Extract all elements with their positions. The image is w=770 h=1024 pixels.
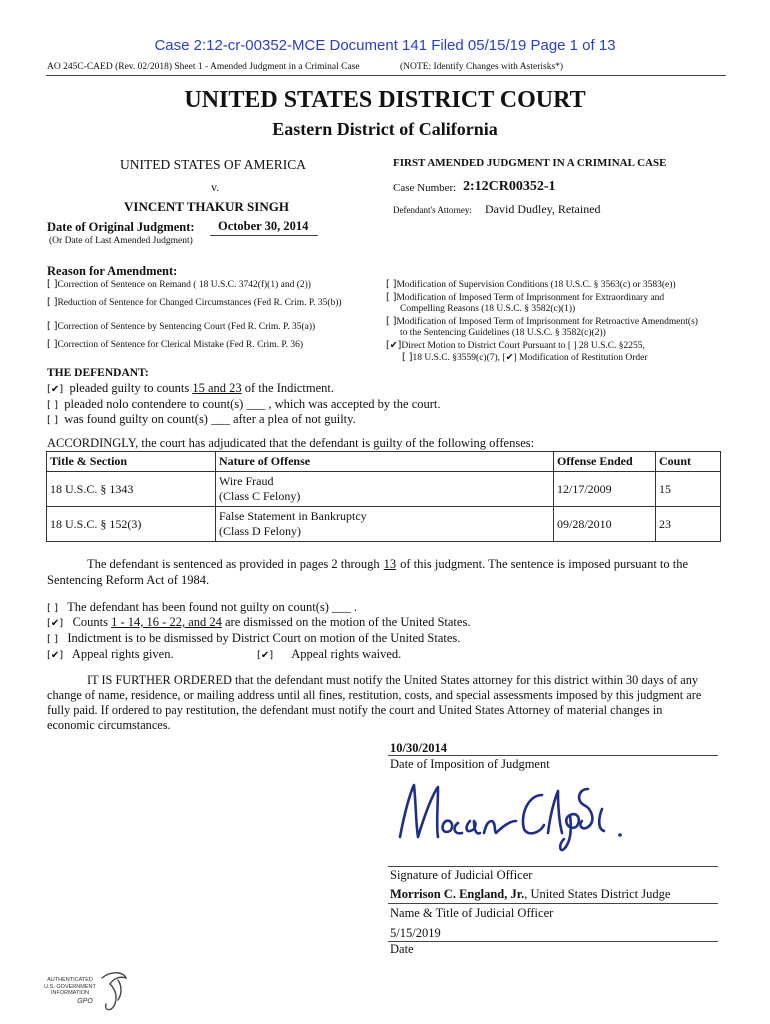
offense-ended: 12/17/2009	[554, 472, 656, 507]
order-line-3: fully paid. If ordered to pay restitution, the defendant must notify the court and United States Attorney of material changes in	[47, 703, 663, 717]
offense-count: 23	[656, 507, 721, 542]
offenses-intro: ACCORDINGLY, the court has adjudicated that the defendant is guilty of the following offenses:	[47, 436, 535, 450]
amendment-title: Reason for Amendment:	[47, 264, 178, 278]
table-header-row	[47, 452, 721, 472]
order-line-4: economic circumstances.	[47, 718, 171, 732]
col-title-section: Title & Section	[47, 452, 216, 472]
original-judgment-date: October 30, 2014	[218, 219, 309, 233]
signature-label: Signature of Judicial Officer	[390, 868, 533, 882]
attorney-name: David Dudley, Retained	[485, 202, 601, 216]
table-row	[47, 472, 721, 507]
officer-name-title: Morrison C. England, Jr., United States District Judge	[390, 887, 671, 901]
amendment-right-item: to the Sentencing Guidelines (18 U.S.C. § 3582(c)(2))	[400, 328, 606, 338]
amendment-right-item: [ ]Modification of Supervision Conditions (18 U.S.C. § 3563(c) or 3583(e))	[386, 279, 676, 290]
amendment-right-item: [ ]18 U.S.C. §3559(c)(7), [✔] Modification of Restitution Order	[402, 352, 648, 363]
amendment-right-item: Compelling Reasons (18 U.S.C. § 3582(c)(1))	[400, 304, 576, 314]
amendment-right-item: [ ]Modification of Imposed Term of Imprisonment for Retroactive Amendment(s)	[386, 316, 698, 327]
name-title-label: Name & Title of Judicial Officer	[390, 906, 554, 920]
versus: v.	[211, 180, 220, 194]
offense-nature: Wire Fraud (Class C Felony)	[216, 472, 554, 507]
order-line-2: change of name, residence, or mailing address until all fines, restitution, costs, and special assessments imposed by this judgment are	[47, 688, 702, 702]
col-offense-ended: Offense Ended	[554, 452, 656, 472]
attorney-label: Defendant's Attorney:	[393, 205, 472, 215]
appeal-given-line: [✔] Appeal rights given.	[47, 647, 174, 661]
judge-signature	[392, 775, 642, 855]
court-district: Eastern District of California	[272, 119, 498, 139]
form-note: (NOTE: Identify Changes with Asterisks*)	[400, 62, 564, 72]
case-stamp: Case 2:12-cr-00352-MCE Document 141 Filed 05/15/19 Page 1 of 13	[154, 37, 616, 54]
offense-nature: False Statement in Bankruptcy (Class D Felony)	[216, 507, 554, 542]
defendant-title: THE DEFENDANT:	[47, 367, 149, 379]
col-nature: Nature of Offense	[216, 452, 554, 472]
order-line-1: IT IS FURTHER ORDERED that the defendant must notify the United States attorney for this district within 30 days of any	[87, 673, 699, 687]
offense-title: 18 U.S.C. § 1343	[47, 472, 216, 507]
officer-rule	[388, 903, 718, 904]
imposition-label: Date of Imposition of Judgment	[390, 757, 550, 771]
signature-rule	[388, 866, 718, 867]
judgment-title: FIRST AMENDED JUDGMENT IN A CRIMINAL CASE	[393, 157, 667, 169]
amendment-left-item: [ ]Reduction of Sentence for Changed Circumstances (Fed R. Crim. P. 35(b))	[47, 297, 342, 308]
offense-count: 15	[656, 472, 721, 507]
defendant-name: VINCENT THAKUR SINGH	[124, 199, 289, 214]
amendment-right-item: [✔]Direct Motion to District Court Pursuant to [ ] 28 U.S.C. §2255,	[386, 340, 645, 351]
offenses-table	[46, 451, 721, 542]
amendment-right-item: [ ]Modification of Imposed Term of Imprisonment for Extraordinary and	[386, 292, 665, 303]
header-rule	[46, 75, 726, 76]
plea-guilty-line: [✔] pleaded guilty to counts 15 and 23 of the Indictment.	[47, 381, 334, 395]
gpo-eagle-icon	[96, 968, 130, 1014]
sentence-line-2: Sentencing Reform Act of 1984.	[47, 573, 210, 587]
amendment-left-item: [ ]Correction of Sentence by Sentencing Court (Fed R. Crim. P. 35(a))	[47, 321, 316, 332]
offense-title: 18 U.S.C. § 152(3)	[47, 507, 216, 542]
date-label: Date	[390, 942, 414, 956]
found-guilty-line: [ ] was found guilty on count(s) ___ after a plea of not guilty.	[47, 412, 356, 426]
col-count: Count	[656, 452, 721, 472]
appeal-waived-line: [✔] Appeal rights waived.	[257, 647, 402, 661]
not-guilty-line: [ ] The defendant has been found not guilty on count(s) ___ .	[47, 600, 358, 614]
amendment-left-item: [ ]Correction of Sentence for Clerical Mistake (Fed R. Crim. P. 36)	[47, 339, 304, 350]
plaintiff-name: UNITED STATES OF AMERICA	[120, 157, 307, 172]
case-number: 2:12CR00352-1	[463, 179, 556, 194]
sentence-line: The defendant is sentenced as provided in pages 2 through 13 of this judgment. The sentence is imposed pursuant to the	[87, 557, 689, 571]
offense-ended: 09/28/2010	[554, 507, 656, 542]
amendment-left-item: [ ]Correction of Sentence on Remand ( 18 U.S.C. 3742(f)(1) and (2))	[47, 279, 311, 290]
original-judgment-rule	[210, 235, 318, 236]
imposition-rule	[388, 755, 718, 756]
original-judgment-label: Date of Original Judgment:	[47, 220, 195, 234]
imposition-date: 10/30/2014	[390, 741, 447, 755]
court-name: UNITED STATES DISTRICT COURT	[184, 87, 586, 113]
signed-date-rule	[388, 941, 718, 942]
case-number-label: Case Number:	[393, 182, 457, 194]
table-row	[47, 507, 721, 542]
gpo-seal-text: AUTHENTICATED U.S. GOVERNMENT INFORMATION GPO	[44, 977, 96, 1005]
signed-date: 5/15/2019	[390, 926, 441, 940]
indictment-line: [ ] Indictment is to be dismissed by District Court on motion of the United States.	[47, 631, 461, 645]
original-judgment-note: (Or Date of Last Amended Judgment)	[49, 236, 193, 246]
dismissed-line: [✔] Counts 1 - 14, 16 - 22, and 24 are dismissed on the motion of the United States.	[47, 615, 471, 629]
form-id: AO 245C-CAED (Rev. 02/2018) Sheet 1 - Amended Judgment in a Criminal Case	[47, 62, 360, 72]
plea-nolo-line: [ ] pleaded nolo contendere to count(s) ___ , which was accepted by the court.	[47, 397, 441, 411]
